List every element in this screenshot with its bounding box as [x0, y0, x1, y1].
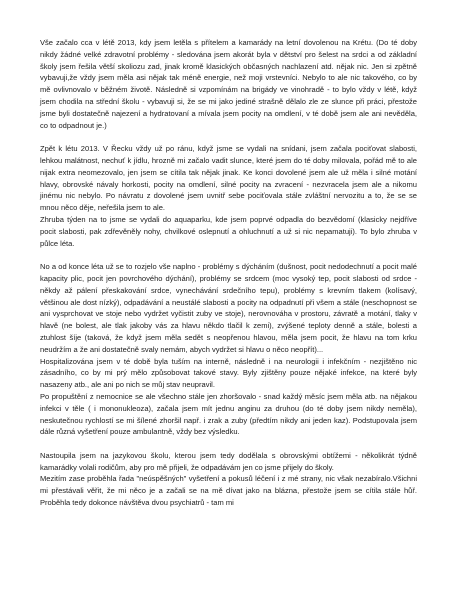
paragraph-crete-vacation: Vše začalo cca v létě 2013, kdy jsem letěla s přítelem a kamarády na letní dovolenou na Krétu. (Do té doby nikdy žádné velké zdravotní problémy - sledována jsem akorát byla v dětství pro šelest na srdci a od základní školy jsem řešila větší skoliozu zad, jinak kromě klasických občasných nachlazení atd. nějak nic. Jen si zpětně vybavuji,že vždy jsem měla asi nějak tak méně energie, než moji vrstevníci. Nebylo to ale nic takového, co by mě ovlivnovalo v běžném životě. Následně si vzpomínám na brigády ve vinohradě - to bylo vždy v létě, když jsem chodila na střední školu - vybavuji si, že se mi jako jediné strašně dělalo zle ze slunce při práci, přestože jsme byli dostatečně najezení a hydratovaní a mívala jsem pocity na omdlení, v té době jsem ale ani nevěděla, co to odpadnout je.) [40, 38, 417, 130]
paragraph-spacer [40, 131, 417, 143]
paragraph-aquapark: Zhruba týden na to jsme se vydali do aquaparku, kde jsem poprvé odpadla do bezvědomí (klasicky nejdříve pocit slabosti, pak zdřevěněly nohy, chvilkové oslepnutí a ohluchnutí a už si nic nepamatuji). To bylo zhruba v půlce léta. [40, 214, 417, 248]
paragraph-hospitalization: Hospitalizována jsem v té době byla tuším na interně, následně i na neurologii i infekčním - nezjištěno nic zásadního, co by mi prý mělo způsobovat takové stavy. Byly zjištěny pouze nějaké infekce, na které byly nasazeny atb., ale ani po nich se můj stav neupravil. [40, 356, 417, 390]
paragraph-spacer [40, 438, 417, 450]
paragraph-summer-2013: Zpět k létu 2013. V Řecku vždy už po ránu, když jsme se vydali na snídani, jsem začala pociťovat slabosti, lehkou malátnost, nechuť k jídlu, hrozně mi začalo vadit slunce, které jsem do té doby milovala, pořád mě to ale nijak extra neomezovalo, jen jsem se cítila tak nějak jinak. Ke konci dovolené jsem ale už měla i silné motání hlavy, obrovské návaly horkosti, pocity na omdlení, silné pocity na zvracení - nezvracela jsem ale a nikomu jinému nic nebylo. Po návratu z dovolené jsem uvnitř sebe pociťovala stále zvláštní nervozitu a to, že se se mnou něco děje, neřešila jsem to ale. [40, 144, 417, 213]
paragraph-after-discharge: Po propuštění z nemocnice se ale všechno stále jen zhoršovalo - snad každý měsíc jsem měla atb. na nějakou infekci v těle ( i mononukleoza), začala jsem mít jednu anginu za druhou (do té doby jsem nikdy neměla), neskutečnou rychlostí se mi šílené zhoršil např. i zrak a zuby (předtím nikdy ani jeden kaz). Podstupovala jsem dále různá vyšetření pouze ambulantně, vždy bez výsledku. [40, 391, 417, 437]
paragraph-symptoms: No a od konce léta už se to rozjelo vše naplno - problémy s dýcháním (dušnost, pocit nedodechnutí a pocit malé kapacity plic, pocit jen povrchového dýchání), problémy se srdcem (moc vysoký tep, pocit slabosti od srdce - někdy až pálení přeskakování srdce, vynechávání srdečního tepu), problémy s krevním tlakem (kolísavý, většinou ale dost nízký), odpadávání a neustálé slabosti a pocity na odpadnutí při všem a stále (neschopnost se ani vysprchovat ve stoje nebo vydržet vyčistit zuby ve stoje), nerovnováha v prostoru, závratě a motání, tlaky v hlavě (ne bolest, ale tlak jakoby vás za hlavu někdo tlačil k zemi), zvýšené teploty denně a stále, bolesti a ztuhlost šíje (taková, že když jsem měla sedět s neopřenou hlavou, měla jsem pocit, že hlavu na tom krku neudržím a že ani dostatečně svaly nemám, abych vydržet si hlavu o něco neopřít)... [40, 262, 417, 354]
paragraph-examinations: Mezitím zase proběhla řada "neúspěšných" vyšetření a pokusů léčení i z mé strany, nic však nezabíralo.Všichni mi přestávali věřit, že mi něco je a začali se na mě dívat jako na blázna, přestože jsem se cítila stále hůř. Proběhla tedy dokonce návštěva dvou psychiatrů - tam mi [40, 474, 417, 508]
paragraph-language-school: Nastoupila jsem na jazykovou školu, kterou jsem tedy dodělala s obrovskými obtížemi - několikrát týdně kamarádky volali rodičům, aby pro mě přijeli, že odpadávám jen co jsme přijely do školy. [40, 450, 417, 472]
paragraph-spacer [40, 249, 417, 261]
document-body [40, 37, 417, 509]
